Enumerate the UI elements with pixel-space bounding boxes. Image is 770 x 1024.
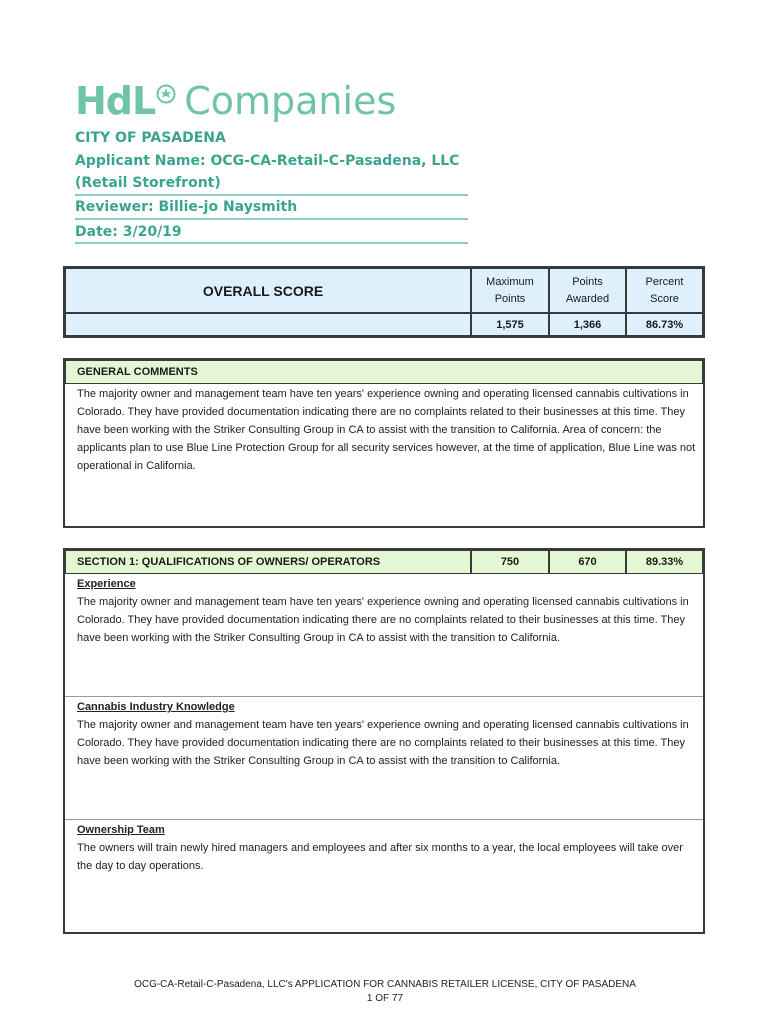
section1-max-points: 750 bbox=[471, 550, 549, 574]
overall-points-awarded-value: 1,366 bbox=[549, 313, 626, 336]
industry-knowledge-text: The majority owner and management team have ten years' experience owning and operating licensed cannabis cultivations in Colorado. They have provided documentation indicating there are no complaints related to their businesses at this time. They have been working with the Striker Consulting Group in CA to assist with the transition to California. bbox=[77, 719, 689, 767]
hdl-companies-logo bbox=[75, 78, 396, 124]
general-comments-text: The majority owner and management team have ten years' experience owning and operating licensed cannabis cultivations in Colorado. They have provided documentation indicating there are no complaints related to their businesses at this time. They have been working with the Striker Consulting Group in CA to assist with the transition to California. Area of concern: the applicants plan to use Blue Line Protection Group for all security services however, at the time of application, Blue Line was not operational in California. bbox=[77, 388, 696, 472]
overall-score-title-cell bbox=[65, 268, 471, 313]
subsection-divider bbox=[65, 696, 703, 697]
section1-title: SECTION 1: QUALIFICATIONS OF OWNERS/ OPERATORS bbox=[77, 556, 381, 568]
general-comments-box bbox=[63, 358, 705, 528]
overall-score-title: OVERALL SCORE bbox=[202, 282, 324, 299]
logo-hdl-text: HdL bbox=[75, 79, 156, 123]
footer-application-title: OCG-CA-Retail-C-Pasadena, LLC's APPLICATION FOR CANNABIS RETAILER LICENSE, CITY OF PASADENA bbox=[134, 979, 636, 990]
page-number: 1 OF 77 bbox=[366, 993, 404, 1004]
ownership-team-text: The owners will train newly hired managers and employees and after six months to a year, the local employees will take over the day to day operations. bbox=[77, 842, 683, 872]
experience-text: The majority owner and management team have ten years' experience owning and operating licensed cannabis cultivations in Colorado. They have provided documentation indicating there are no complaints related to their businesses at this time. They have been working with the Striker Consulting Group in CA to assist with the transition to California. bbox=[77, 596, 689, 644]
industry-knowledge-subsection bbox=[77, 698, 699, 770]
applicant-name: Applicant Name: OCG-CA-Retail-C-Pasadena, LLC (Retail Storefront) bbox=[75, 150, 468, 196]
overall-blank-cell bbox=[65, 313, 471, 336]
overall-score-table bbox=[63, 266, 705, 338]
subsection-divider bbox=[65, 819, 703, 820]
industry-knowledge-heading: Cannabis Industry Knowledge bbox=[77, 701, 235, 713]
col-header-points-awarded: Points Awarded bbox=[549, 268, 626, 313]
col-header-max-points: Maximum Points bbox=[471, 268, 549, 313]
review-date: Date: 3/20/19 bbox=[75, 222, 468, 244]
section1-points-awarded: 670 bbox=[549, 550, 626, 574]
section1-percent: 89.33% bbox=[626, 550, 703, 574]
logo-companies-text: Companies bbox=[184, 79, 397, 123]
ownership-team-heading: Ownership Team bbox=[77, 824, 165, 836]
overall-percent-value: 86.73% bbox=[626, 313, 703, 336]
section1-title-cell bbox=[65, 550, 471, 574]
col-header-percent-score: Percent Score bbox=[626, 268, 703, 313]
city-name: CITY OF PASADENA bbox=[75, 130, 226, 146]
general-comments-header: GENERAL COMMENTS bbox=[65, 360, 703, 384]
experience-heading: Experience bbox=[77, 578, 136, 590]
ownership-team-subsection bbox=[77, 821, 699, 875]
section1-box bbox=[63, 548, 705, 934]
overall-max-points-value: 1,575 bbox=[471, 313, 549, 336]
cannabis-leaf-icon bbox=[156, 84, 176, 104]
page-footer bbox=[0, 978, 770, 1006]
reviewer-name: Reviewer: Billie-jo Naysmith bbox=[75, 197, 468, 220]
experience-subsection bbox=[77, 575, 699, 647]
